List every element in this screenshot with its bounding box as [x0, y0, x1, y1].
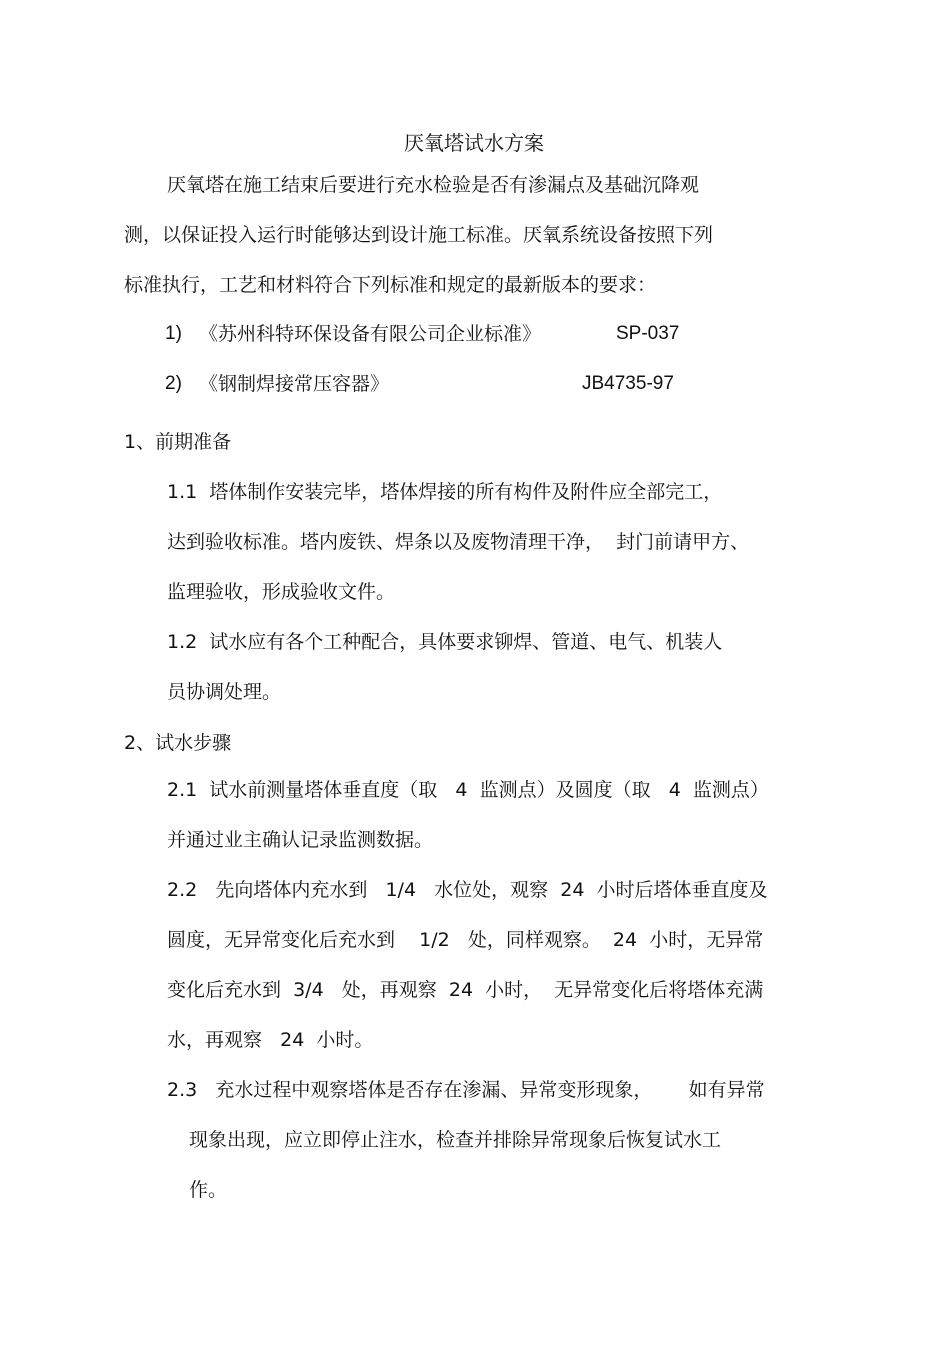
standard-code: SP-037	[616, 323, 680, 344]
paragraph-line: 员协调处理。	[167, 681, 282, 703]
paragraph-line: 达到验收标准。塔内废铁、焊条以及废物清理干净， 封门前请甲方、	[167, 531, 750, 553]
standard-code: JB4735-97	[582, 373, 674, 394]
paragraph-line: 监理验收，形成验收文件。	[167, 581, 396, 603]
standard-number: 1)	[165, 323, 182, 344]
paragraph-line: 2.2 先向塔体内充水到 1/4 水位处，观察 24 小时后塔体垂直度及	[167, 879, 768, 901]
paragraph-line: 1.1 塔体制作安装完毕，塔体焊接的所有构件及附件应全部完工，	[167, 481, 723, 503]
paragraph-line: 2.1 试水前测量塔体垂直度（取 4 监测点）及圆度（取 4 监测点）	[167, 779, 769, 801]
paragraph-line: 并通过业主确认记录监测数据。	[167, 829, 434, 851]
standard-number: 2)	[165, 373, 182, 394]
paragraph-line: 作。	[189, 1179, 228, 1201]
paragraph-line: 2.3 充水过程中观察塔体是否存在渗漏、异常变形现象， 如有异常	[167, 1079, 765, 1101]
section-heading: 1、前期准备	[124, 431, 232, 453]
intro-line: 测，以保证投入运行时能够达到设计施工标准。厌氧系统设备按照下列	[124, 224, 714, 246]
intro-line: 厌氧塔在施工结束后要进行充水检验是否有渗漏点及基础沉降观	[167, 174, 700, 196]
standard-name: 《苏州科特环保设备有限公司企业标准》	[199, 323, 542, 345]
paragraph-line: 1.2 试水应有各个工种配合，具体要求铆焊、管道、电气、机装人	[167, 631, 723, 653]
section-heading: 2、试水步骤	[124, 732, 232, 754]
standard-name: 《钢制焊接常压容器》	[199, 373, 390, 395]
paragraph-line: 圆度，无异常变化后充水到 1/2 处，同样观察。 24 小时，无异常	[167, 929, 764, 951]
document-title: 厌氧塔试水方案	[404, 131, 544, 155]
paragraph-line: 现象出现，应立即停止注水，检查并排除异常现象后恢复试水工	[189, 1129, 722, 1151]
paragraph-line: 变化后充水到 3/4 处，再观察 24 小时， 无异常变化后将塔体充满	[167, 979, 764, 1001]
intro-line: 标准执行，工艺和材料符合下列标准和规定的最新版本的要求：	[124, 274, 657, 296]
paragraph-line: 水，再观察 24 小时。	[167, 1029, 374, 1051]
